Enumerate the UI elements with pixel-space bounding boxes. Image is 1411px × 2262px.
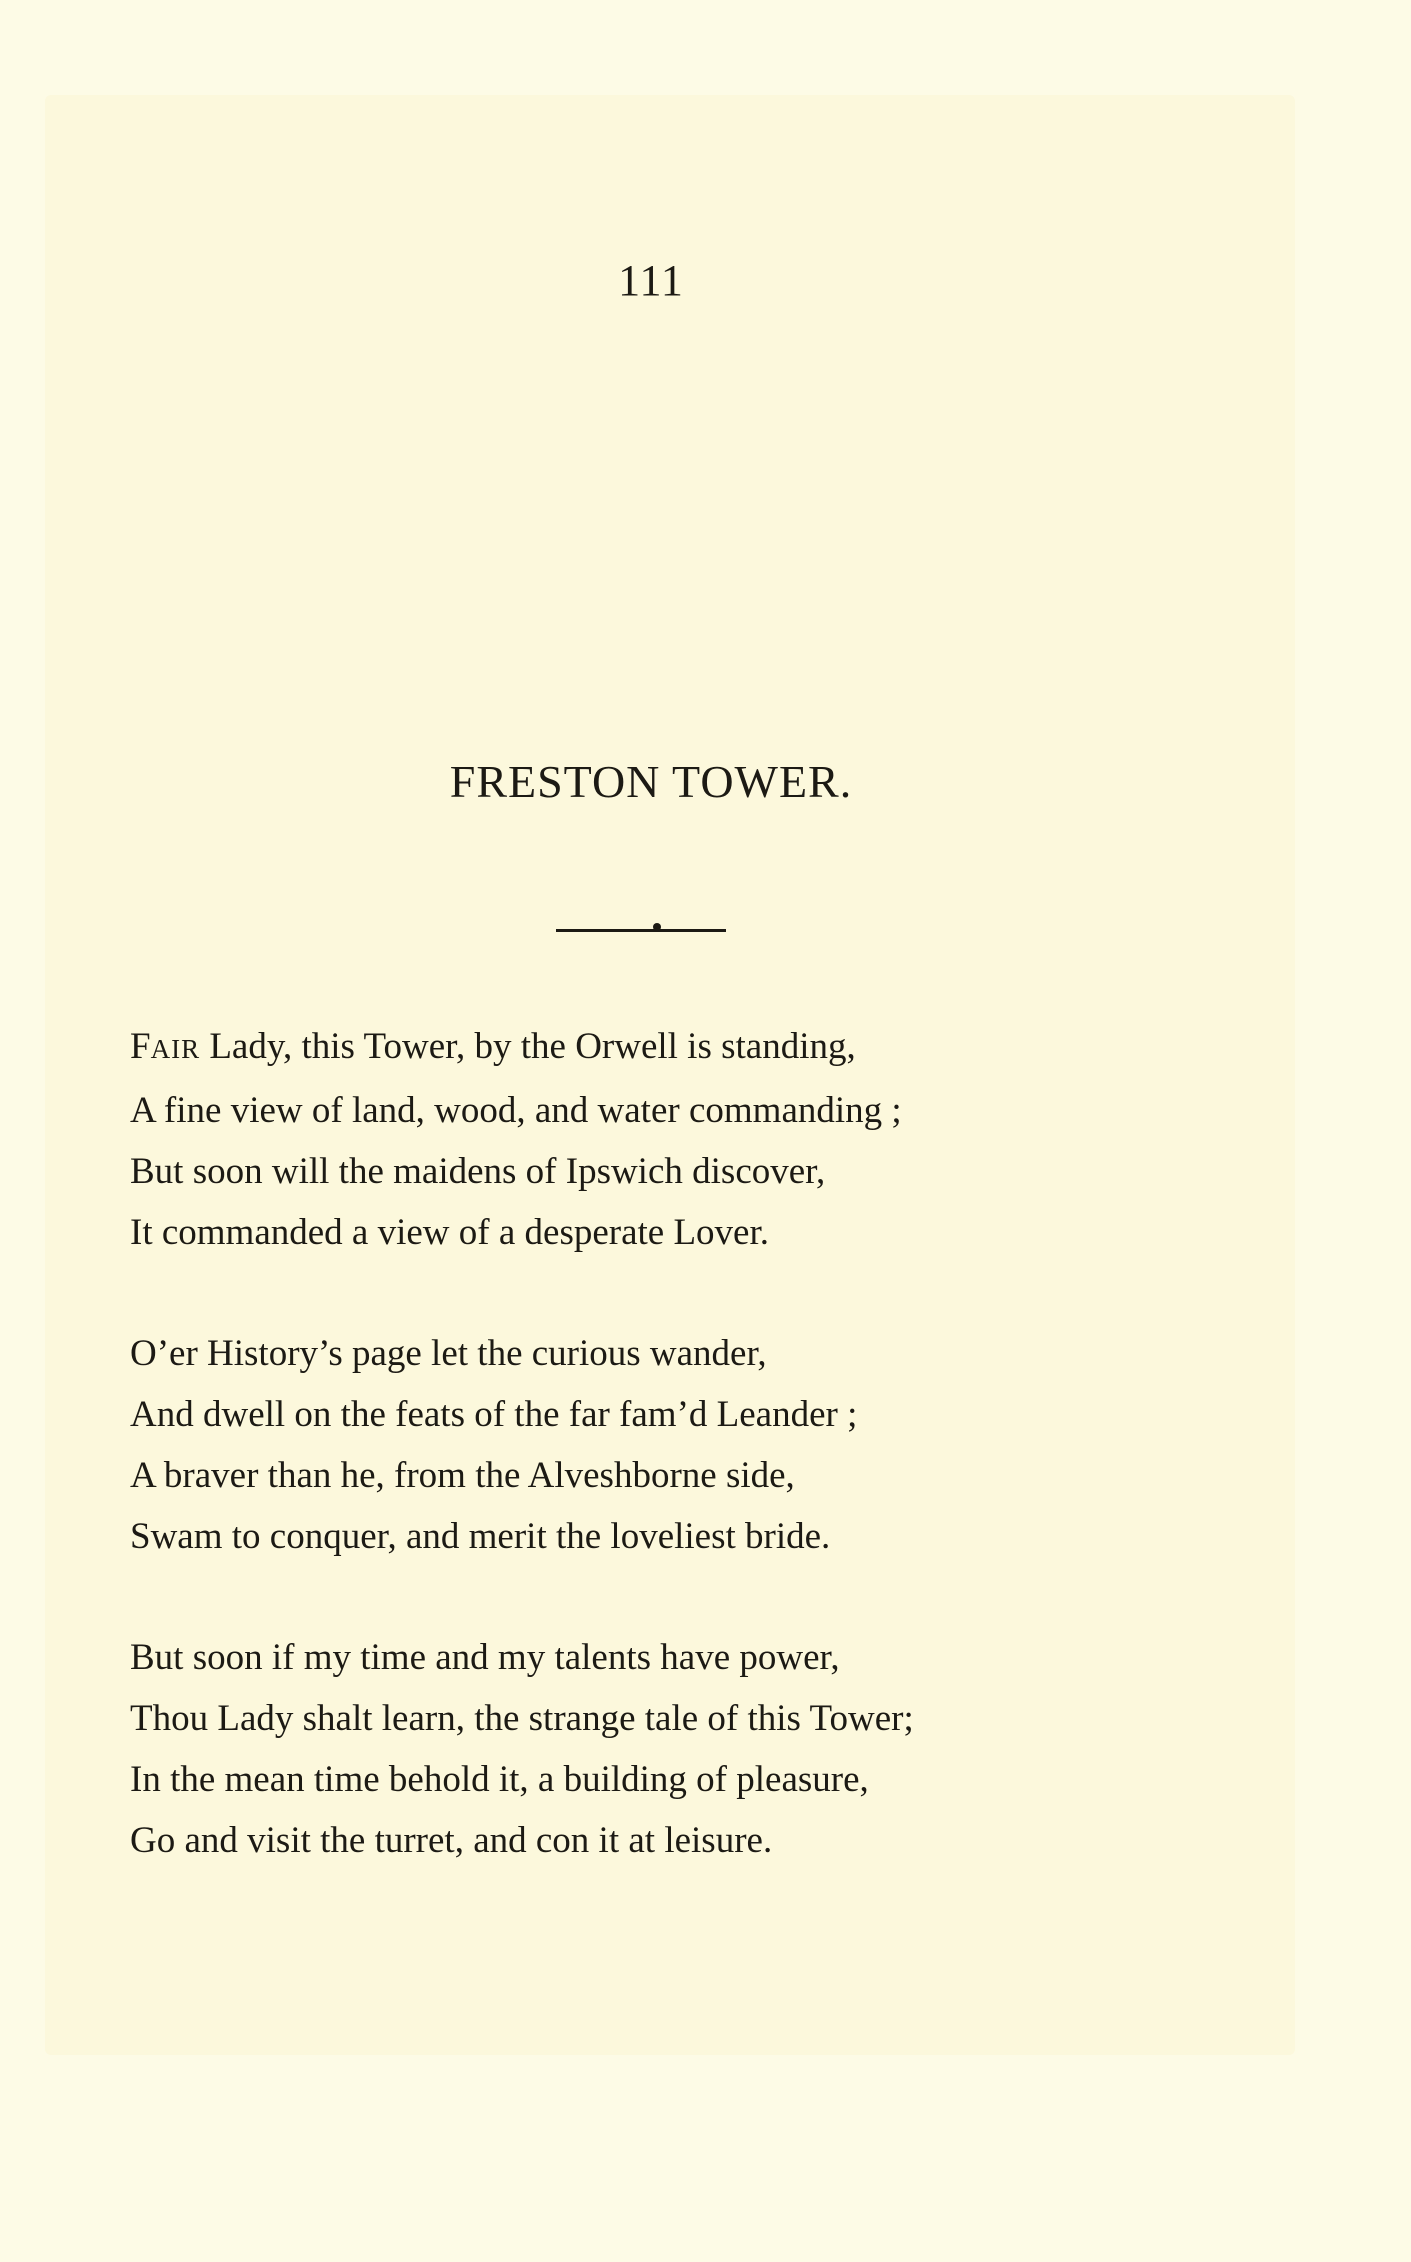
poem-line: It commanded a view of a desperate Lover.: [130, 1212, 770, 1253]
poem-line: O’er History’s page let the curious wander,: [130, 1333, 767, 1374]
poem-line: A fine view of land, wood, and water commanding ;: [130, 1090, 902, 1131]
poem-line: Swam to conquer, and merit the loveliest bride.: [130, 1516, 831, 1557]
poem-line-text: Lady, this Tower, by the Orwell is standing,: [200, 1026, 856, 1067]
poem-line: Go and visit the turret, and con it at leisure.: [130, 1820, 773, 1861]
poem-line: But soon if my time and my talents have power,: [130, 1637, 840, 1678]
page-number: 111: [618, 256, 684, 305]
poem-line: Thou Lady shalt learn, the strange tale of this Tower;: [130, 1698, 914, 1739]
title-divider-rule: [556, 929, 726, 932]
poem-title: FRESTON TOWER.: [449, 756, 853, 807]
stanza-1: [130, 1016, 1290, 1263]
poem-line: In the mean time behold it, a building of pleasure,: [130, 1759, 869, 1800]
drop-initial: F: [130, 1026, 151, 1067]
stanza-2: [130, 1323, 1290, 1567]
poem-line: And dwell on the feats of the far fam’d Leander ;: [130, 1394, 858, 1435]
small-caps-word: AIR: [150, 1034, 201, 1064]
poem-line: A braver than he, from the Alveshborne side,: [130, 1455, 795, 1496]
poem-line: But soon will the maidens of Ipswich discover,: [130, 1151, 826, 1192]
poem-line: [130, 1016, 1290, 1080]
stanza-3: [130, 1627, 1290, 1871]
divider-ornament: [653, 923, 661, 931]
